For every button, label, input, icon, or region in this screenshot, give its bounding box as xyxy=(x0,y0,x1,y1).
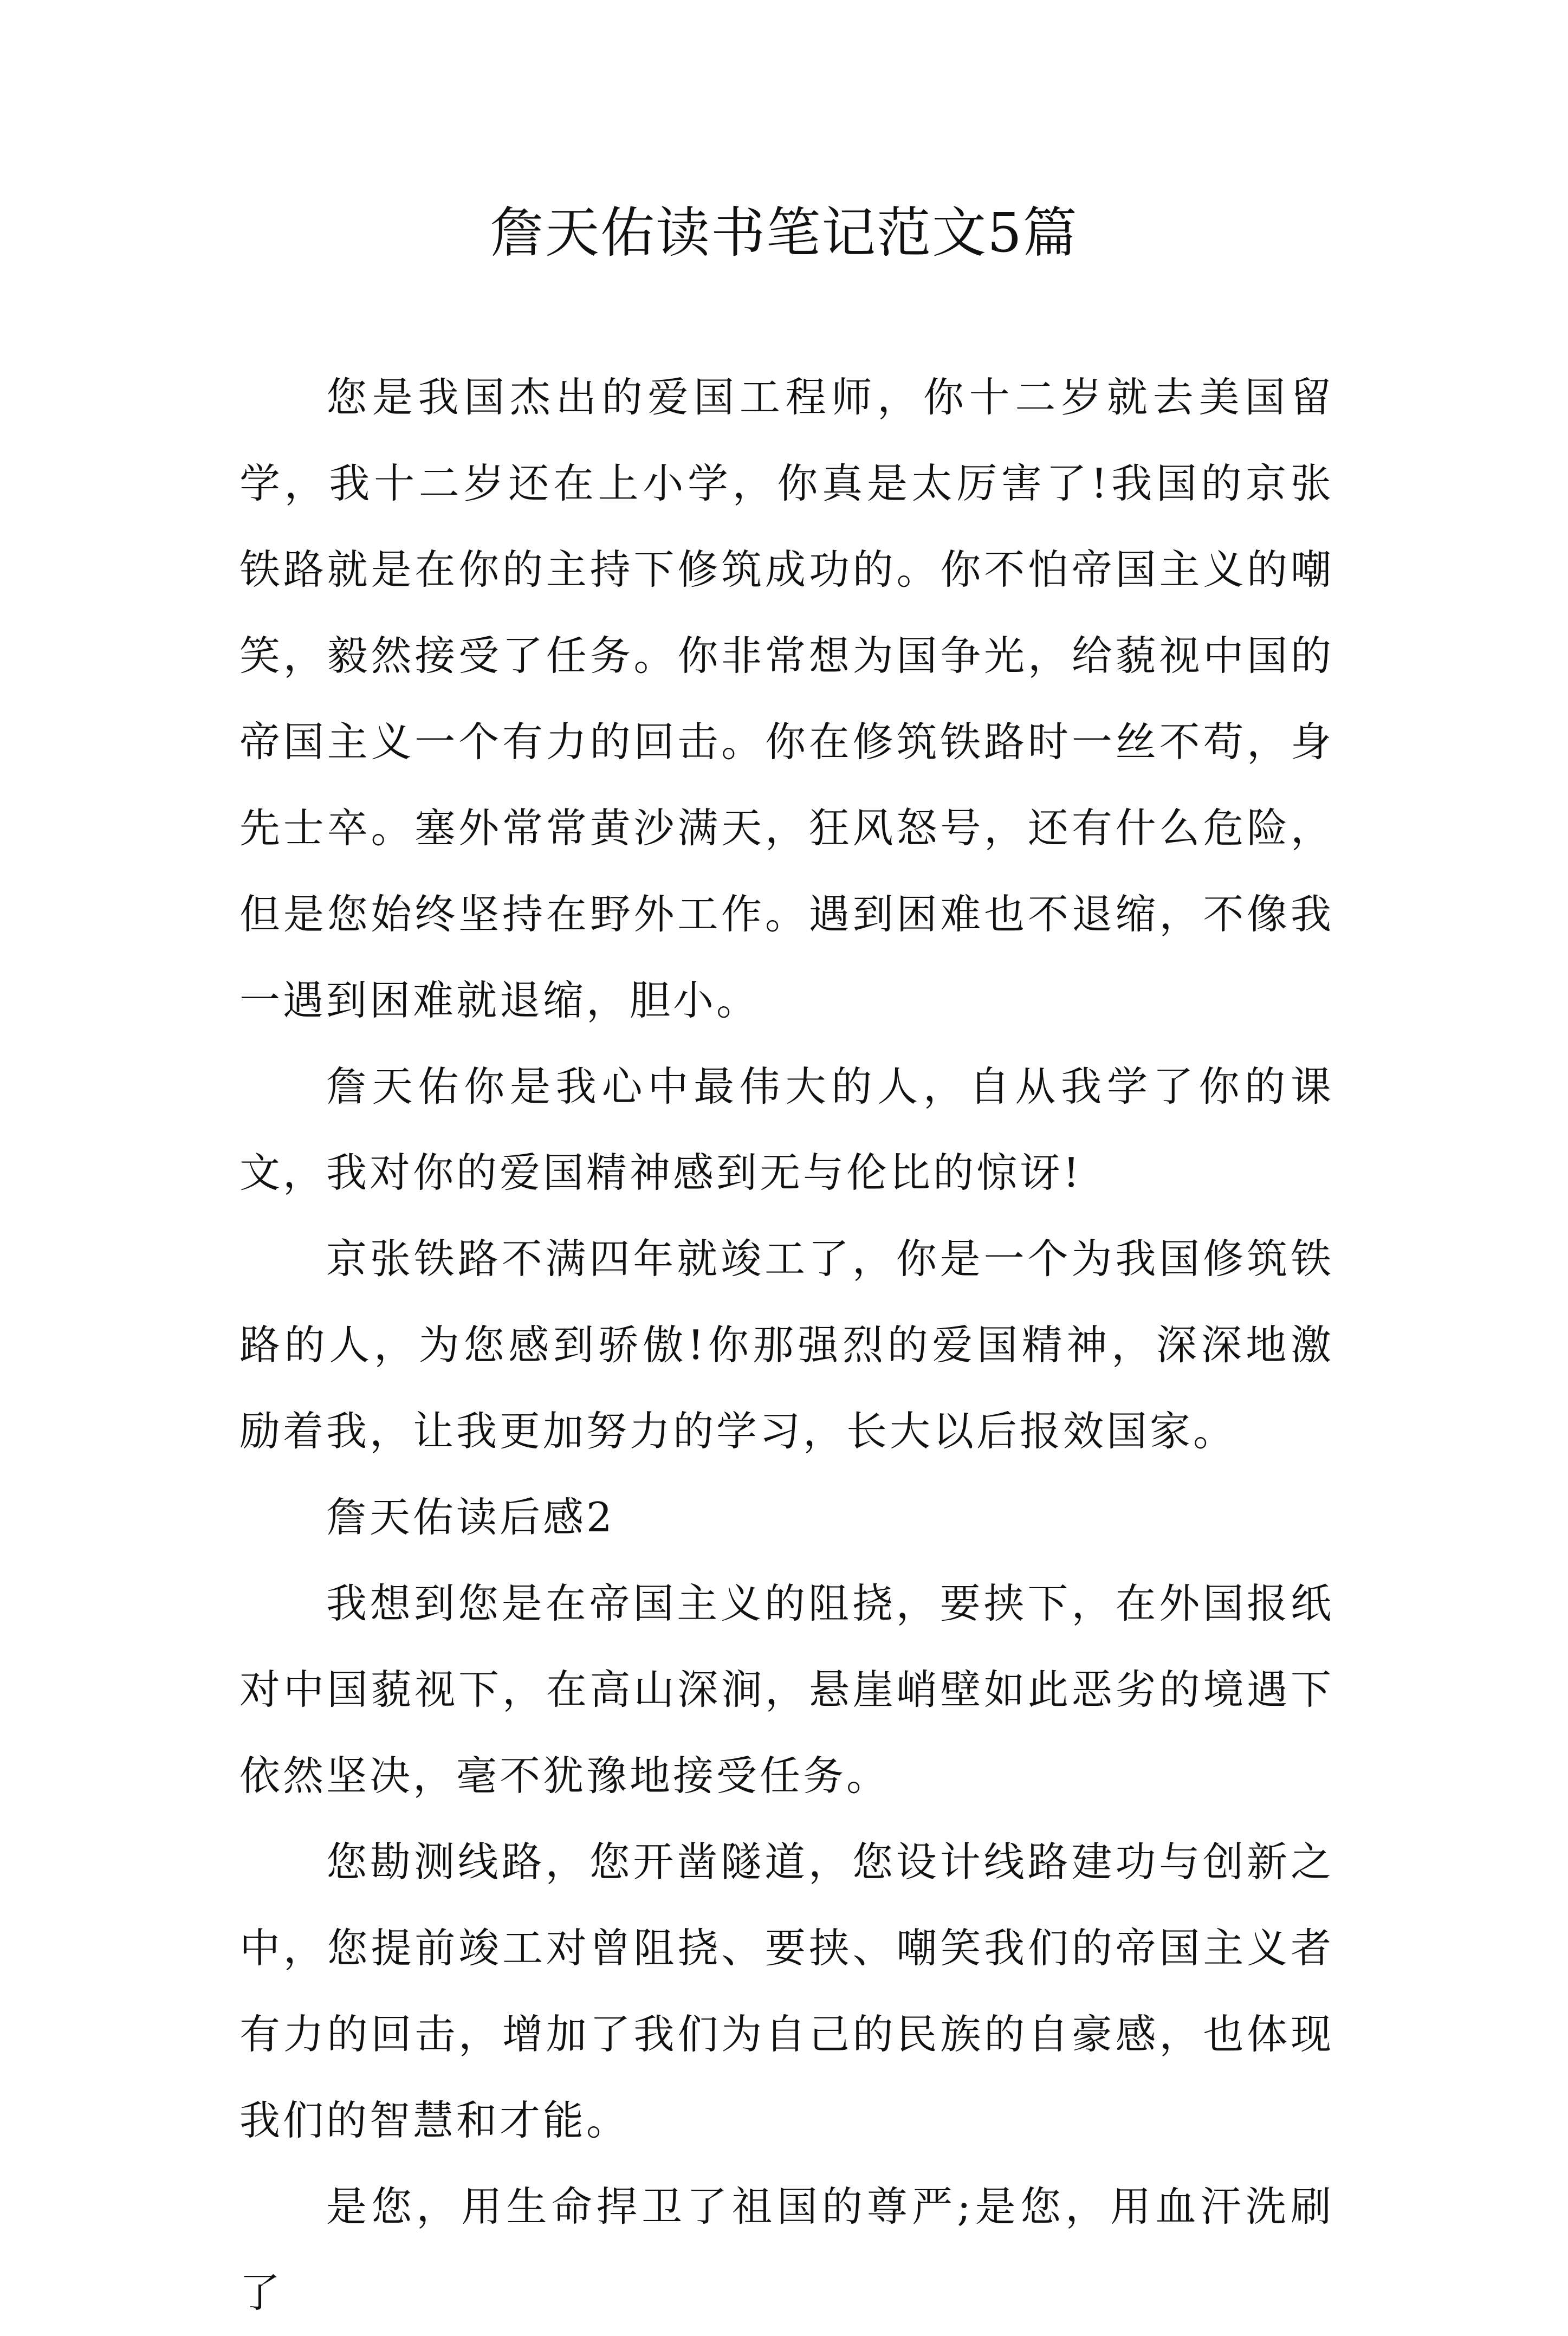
document-body xyxy=(239,354,1334,2336)
paragraph: 詹天佑你是我心中最伟大的人，自从我学了你的课文，我对你的爱国精神感到无与伦比的惊讶! xyxy=(239,1063,1334,1196)
paragraph: 京张铁路不满四年就竣工了，你是一个为我国修筑铁路的人，为您感到骄傲!你那强烈的爱国精神，深深地激励着我，让我更加努力的学习，长大以后报效国家。 xyxy=(239,1235,1334,1455)
paragraph: 您勘测线路，您开凿隧道，您设计线路建功与创新之中，您提前竣工对曾阻挠、要挟、嘲笑我们的帝国主义者有力的回击，增加了我们为自己的民族的自豪感，也体现我们的智慧和才能。 xyxy=(239,1838,1334,2144)
paragraph: 您是我国杰出的爱国工程师，你十二岁就去美国留学，我十二岁还在上小学，你真是太厉害了!我国的京张铁路就是在你的主持下修筑成功的。你不怕帝国主义的嘲笑，毅然接受了任务。你非常想为国争光，给藐视中国的帝国主义一个有力的回击。你在修筑铁路时一丝不苟，身先士卒。塞外常常黄沙满天，狂风怒号，还有什么危险，但是您始终坚持在野外工作。遇到困难也不退缩，不像我一遇到困难就退缩，胆小。 xyxy=(239,373,1334,1024)
paragraph: 我想到您是在帝国主义的阻挠，要挟下，在外国报纸对中国藐视下，在高山深涧，悬崖峭壁如此恶劣的境遇下依然坚决，毫不犹豫地接受任务。 xyxy=(239,1580,1334,1800)
document-title: 詹天佑读书笔记范文5篇 xyxy=(490,201,1078,264)
section-heading: 詹天佑读后感2 xyxy=(326,1493,615,1541)
paragraph: 是您，用生命捍卫了祖国的尊严;是您，用血汗洗刷了 xyxy=(239,2183,1334,2316)
